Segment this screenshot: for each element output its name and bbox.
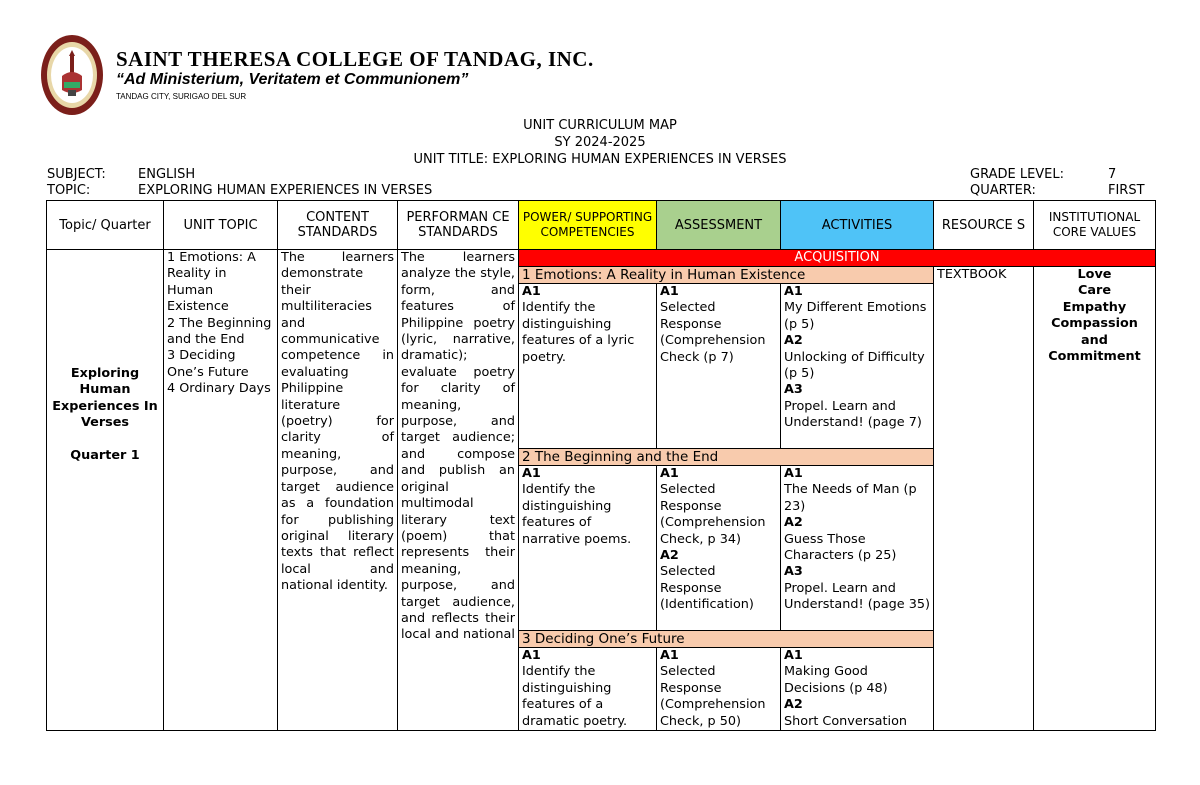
activity-text: Propel. Learn and Understand! (page 35) bbox=[784, 580, 930, 613]
activity-text: The Needs of Man (p 23) bbox=[784, 482, 917, 514]
assessment-text: Selected Response (Identification) bbox=[660, 564, 754, 613]
col-content-standards: CONTENT STANDARDS bbox=[278, 201, 398, 250]
core-value: and bbox=[1081, 332, 1108, 348]
activity-code: A1 bbox=[784, 284, 803, 299]
col-performance-standards: PERFORMAN CE STANDARDS bbox=[398, 201, 519, 250]
quarter-label: QUARTER: bbox=[970, 183, 1036, 198]
school-name: SAINT THERESA COLLEGE OF TANDAG, INC. bbox=[116, 47, 594, 71]
lesson-title: 3 Deciding One’s Future bbox=[519, 631, 934, 648]
topic-name: Exploring Human Experiences In Verses bbox=[52, 366, 158, 431]
content-standards-cell: The learners demonstrate their multiliteracies and communicative competence in evaluating Philippine literature (poetry) for clarity of meaning, purpose, and target audience as a foundation for publishing original literary texts that reflect local and national identity. bbox=[278, 250, 398, 731]
col-activities: ACTIVITIES bbox=[781, 201, 934, 250]
activity-text: My Different Emotions (p 5) bbox=[784, 300, 927, 332]
lesson-title: 2 The Beginning and the End bbox=[519, 449, 934, 466]
col-power-competencies: POWER/ SUPPORTING COMPETENCIES bbox=[519, 201, 657, 250]
assessment-cell bbox=[657, 284, 781, 449]
school-motto: “Ad Ministerium, Veritatem et Communionem” bbox=[116, 71, 469, 88]
resources-cell: TEXTBOOK bbox=[934, 267, 1034, 731]
col-core-values: INSTITUTIONAL CORE VALUES bbox=[1034, 201, 1156, 250]
assessment-code: A1 bbox=[660, 466, 679, 481]
unit-title: UNIT TITLE: EXPLORING HUMAN EXPERIENCES IN VERSES bbox=[413, 152, 787, 167]
competency-text: Identify the distinguishing features of a dramatic poetry. bbox=[522, 664, 628, 729]
assessment-text: Selected Response (Comprehension Check, p 34) bbox=[660, 482, 766, 547]
subject-value: ENGLISH bbox=[138, 167, 196, 182]
document-title: UNIT CURRICULUM MAP bbox=[523, 118, 677, 133]
unit-topics-cell bbox=[164, 250, 278, 731]
assessment-cell bbox=[657, 648, 781, 731]
header-row bbox=[47, 201, 1156, 250]
competency-cell bbox=[519, 466, 657, 631]
topic-value: EXPLORING HUMAN EXPERIENCES IN VERSES bbox=[138, 183, 433, 198]
competency-text: Identify the distinguishing features of a lyric poetry. bbox=[522, 300, 635, 365]
activity-code: A1 bbox=[784, 648, 803, 663]
core-value: Care bbox=[1077, 283, 1112, 299]
col-unit-topic: UNIT TOPIC bbox=[164, 201, 278, 250]
unit-topic-item: 2 The Beginning and the End bbox=[167, 315, 272, 348]
activity-code: A3 bbox=[784, 564, 803, 580]
assessment-text: Selected Response (Comprehension Check, p 50) bbox=[660, 664, 766, 729]
activity-code: A2 bbox=[784, 697, 803, 713]
competency-cell bbox=[519, 284, 657, 449]
activities-cell bbox=[781, 648, 934, 731]
competency-code: A1 bbox=[522, 284, 541, 299]
grade-level-label: GRADE LEVEL: bbox=[970, 167, 1065, 182]
lesson-title: 1 Emotions: A Reality in Human Existence bbox=[519, 267, 934, 284]
topic-label: TOPIC: bbox=[47, 183, 91, 198]
school-seal-logo bbox=[40, 34, 104, 116]
competency-code: A1 bbox=[522, 466, 541, 481]
quarter-name: Quarter 1 bbox=[70, 447, 140, 463]
competency-text: Identify the distinguishing features of narrative poems. bbox=[522, 482, 632, 547]
quarter-value: FIRST bbox=[1108, 183, 1145, 198]
acquisition-banner: ACQUISITION bbox=[519, 250, 1156, 267]
col-topic-quarter: Topic/ Quarter bbox=[47, 201, 164, 250]
activity-text: Guess Those Characters (p 25) bbox=[784, 531, 897, 564]
core-value: Love bbox=[1077, 267, 1112, 282]
topic-quarter-cell bbox=[47, 250, 164, 731]
assessment-code: A1 bbox=[660, 284, 679, 299]
core-values-cell bbox=[1034, 267, 1156, 731]
activity-text: Unlocking of Difficulty (p 5) bbox=[784, 349, 925, 382]
activity-code: A2 bbox=[784, 333, 803, 349]
activities-cell bbox=[781, 284, 934, 449]
assessment-code: A2 bbox=[660, 548, 679, 564]
core-value: Empathy bbox=[1062, 299, 1127, 315]
col-assessment: ASSESSMENT bbox=[657, 201, 781, 250]
unit-topic-item: 1 Emotions: A Reality in Human Existence bbox=[167, 250, 256, 315]
assessment-code: A1 bbox=[660, 648, 679, 663]
activity-code: A3 bbox=[784, 382, 803, 398]
competency-cell bbox=[519, 648, 657, 731]
school-year: SY 2024-2025 bbox=[554, 135, 646, 150]
unit-topic-item: 4 Ordinary Days bbox=[167, 381, 271, 397]
core-value: Commitment bbox=[1048, 349, 1141, 365]
curriculum-map-table bbox=[46, 200, 1156, 731]
competency-code: A1 bbox=[522, 648, 541, 663]
subject-label: SUBJECT: bbox=[47, 167, 106, 182]
col-resources: RESOURCE S bbox=[934, 201, 1034, 250]
acquisition-row bbox=[47, 250, 1156, 267]
performance-standards-cell: The learners analyze the style, form, and features of Philippine poetry (lyric, narrative, dramatic); evaluate poetry for clarity of meaning, purpose, and target audience; and compose and publish an original multimodal literary text (poem) that represents their meaning, purpose, and target audience, and reflects their local and national bbox=[398, 250, 519, 731]
activity-text: Making Good Decisions (p 48) bbox=[784, 664, 888, 696]
activity-code: A2 bbox=[784, 515, 803, 531]
assessment-text: Selected Response (Comprehension Check (p 7) bbox=[660, 300, 766, 365]
activity-code: A1 bbox=[784, 466, 803, 481]
activity-text: Propel. Learn and Understand! (page 7) bbox=[784, 398, 922, 431]
grade-level-value: 7 bbox=[1108, 167, 1117, 182]
activities-cell bbox=[781, 466, 934, 631]
core-value: Compassion bbox=[1051, 316, 1138, 332]
unit-topic-item: 3 Deciding One’s Future bbox=[167, 348, 249, 380]
assessment-cell bbox=[657, 466, 781, 631]
school-address: TANDAG CITY, SURIGAO DEL SUR bbox=[116, 92, 247, 101]
activity-text: Short Conversation bbox=[784, 713, 908, 729]
